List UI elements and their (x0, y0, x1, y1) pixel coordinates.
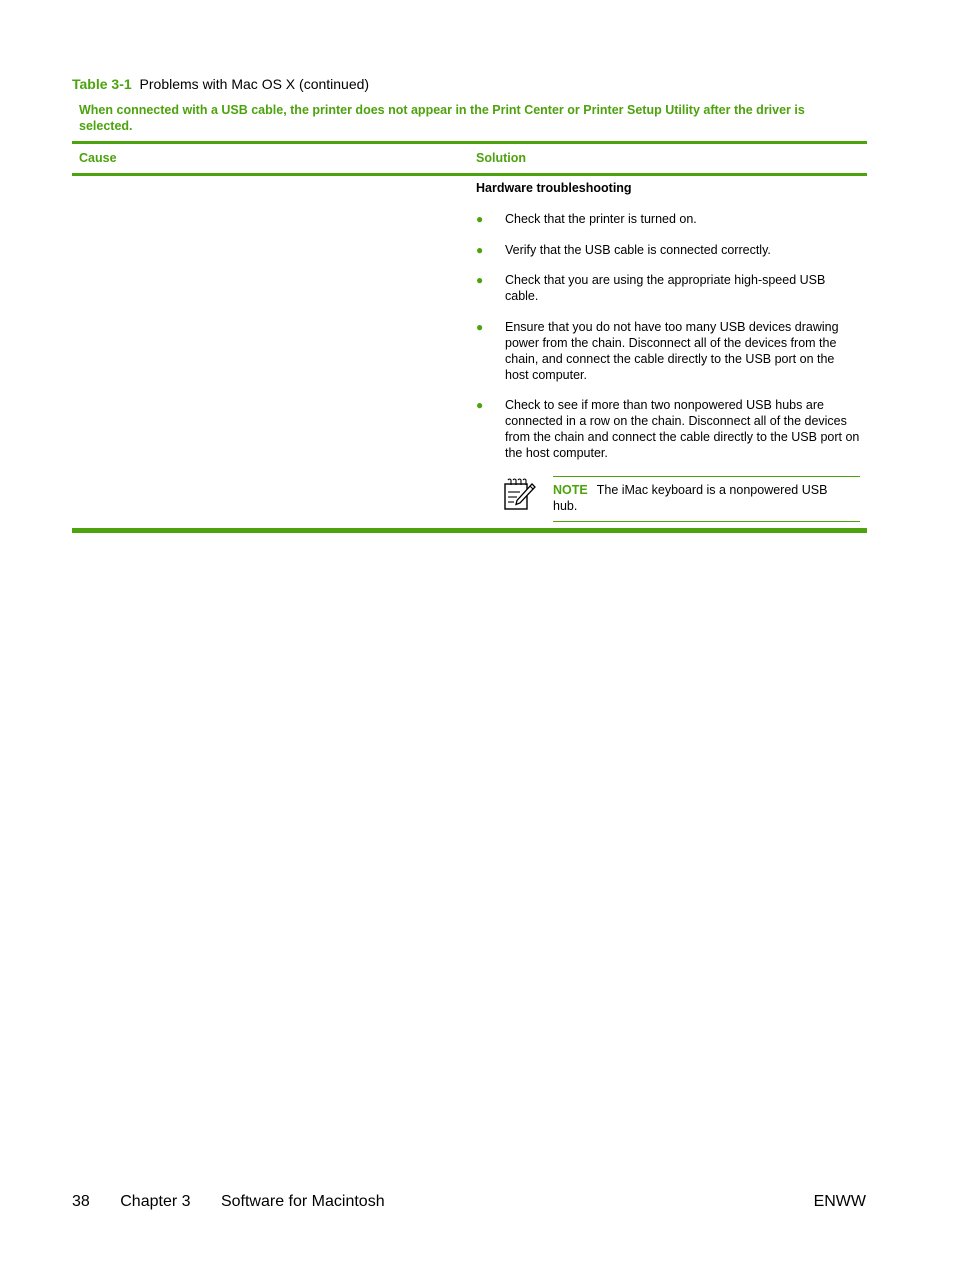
list-item (476, 211, 860, 227)
note-label: NOTE (553, 483, 588, 497)
bullet-icon: ● (476, 242, 484, 257)
note-icon (503, 477, 537, 511)
list-item (476, 319, 860, 383)
footer-edition: ENWW (813, 1193, 866, 1210)
cause-column-header: Cause (79, 151, 117, 165)
bullet-text: Check that the printer is turned on. (505, 212, 697, 226)
bullet-text: Check that you are using the appropriate high-speed USB cable. (505, 273, 826, 303)
solution-heading: Hardware troubleshooting (476, 181, 632, 195)
table-top-rule (72, 141, 867, 144)
bullet-icon: ● (476, 212, 484, 226)
list-item (476, 242, 860, 258)
note-text: The iMac keyboard is a nonpowered USB hub. (553, 483, 828, 513)
page-footer (72, 1192, 411, 1211)
table-caption-title: Problems with Mac OS X (continued) (139, 76, 370, 92)
table-caption (72, 76, 369, 93)
footer-chapter: Chapter 3 (120, 1193, 191, 1210)
note (553, 482, 853, 514)
solution-column-header: Solution (476, 151, 526, 165)
list-item (476, 397, 860, 461)
bullet-text: Verify that the USB cable is connected correctly. (505, 242, 771, 257)
bullet-text: Ensure that you do not have too many USB devices drawing power from the chain. Disconnect all of the devices from the chain, and connect the cable directly to the USB port on the host computer. (505, 319, 839, 382)
problem-statement: When connected with a USB cable, the printer does not appear in the Print Center or Printer Setup Utility after the driver is selected. (79, 103, 805, 133)
note-bottom-rule (553, 521, 860, 522)
bullet-text: Check to see if more than two nonpowered USB hubs are connected in a row on the chain. Disconnect all of the devices from the chain and connect the cable directly to the USB port on the host computer. (505, 398, 860, 460)
footer-section: Software for Macintosh (220, 1193, 385, 1210)
table-bottom-rule (72, 528, 867, 533)
solution-bullet-list (476, 211, 860, 476)
table-header-rule (72, 173, 867, 176)
table-caption-label: Table 3-1 (72, 76, 132, 92)
bullet-icon: ● (476, 398, 484, 412)
list-item (476, 272, 860, 304)
bullet-icon: ● (476, 273, 484, 287)
bullet-icon: ● (476, 319, 484, 334)
note-top-rule (553, 476, 860, 477)
page-number: 38 (72, 1193, 90, 1210)
